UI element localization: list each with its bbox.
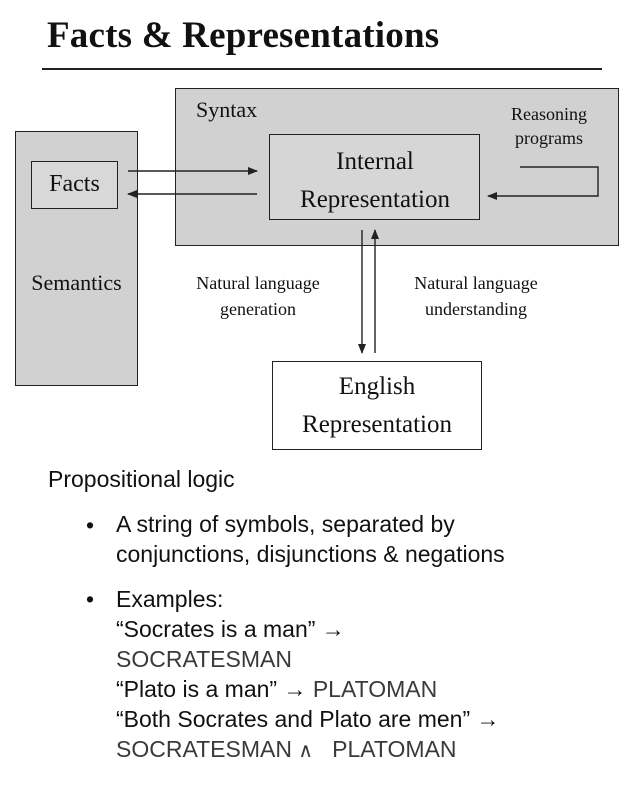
bullet-2 xyxy=(116,584,500,766)
example-3-right: PLATOMAN xyxy=(332,736,457,762)
example-2 xyxy=(116,674,500,704)
and-operator: ∧ xyxy=(298,740,313,762)
example-3-left: SOCRATESMAN xyxy=(116,736,292,762)
title-divider xyxy=(42,68,602,70)
internal-line1: Internal xyxy=(336,148,414,175)
english-representation-label xyxy=(272,368,482,444)
examples-label: Examples: xyxy=(116,586,224,612)
bullet1-line2: conjunctions, disjunctions & negations xyxy=(116,541,505,567)
page-title: Facts & Representations xyxy=(47,15,440,56)
bullet-marker-1: • xyxy=(86,512,95,538)
nlg-line1: Natural language xyxy=(196,273,320,293)
internal-line2: Representation xyxy=(300,186,450,213)
bullet-1 xyxy=(116,509,505,569)
bullet-marker-2: • xyxy=(86,586,95,612)
example-3-quote: “Both Socrates and Plato are men” → xyxy=(116,706,500,732)
nl-generation-label xyxy=(170,270,346,322)
nlu-line2: understanding xyxy=(425,299,527,319)
nlg-line2: generation xyxy=(220,299,296,319)
nlu-line1: Natural language xyxy=(414,273,538,293)
reasoning-programs-label xyxy=(494,102,604,150)
example-2-result: PLATOMAN xyxy=(312,676,438,702)
reasoning-label-line2: programs xyxy=(515,128,583,148)
propositional-logic-heading: Propositional logic xyxy=(48,466,235,492)
example-1-quote: “Socrates is a man” → xyxy=(116,616,345,642)
english-line1: English xyxy=(338,373,416,400)
semantics-label: Semantics xyxy=(31,270,122,295)
internal-representation-label xyxy=(270,143,480,219)
facts-label: Facts xyxy=(49,171,100,197)
english-line2: Representation xyxy=(302,411,452,438)
bullet1-line1: A string of symbols, separated by xyxy=(116,511,455,537)
reasoning-label-line1: Reasoning xyxy=(511,104,587,124)
example-3-result xyxy=(116,734,500,766)
example-1-result: SOCRATESMAN xyxy=(116,646,292,672)
syntax-label: Syntax xyxy=(196,97,258,122)
nl-understanding-label xyxy=(388,270,564,322)
example-2-quote: “Plato is a man” → xyxy=(116,676,307,702)
